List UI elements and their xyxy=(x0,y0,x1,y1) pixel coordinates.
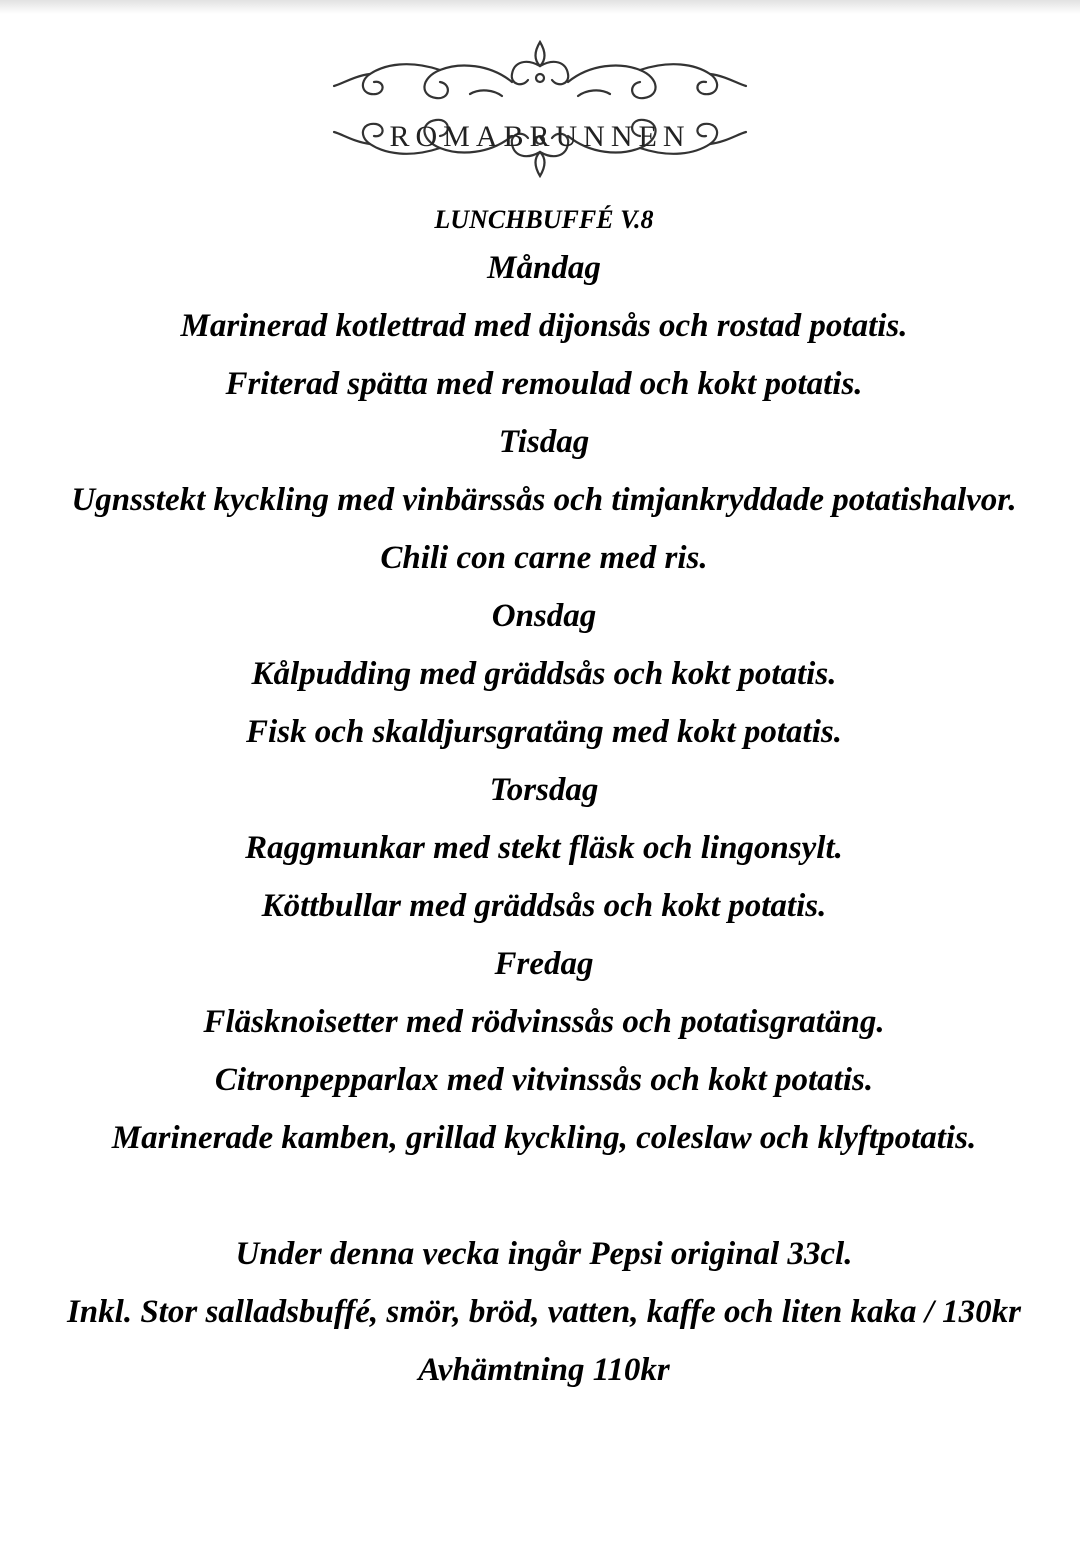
dish-item: Ugnsstekt kyckling med vinbärssås och timjankryddade potatishalvor. xyxy=(71,482,1017,518)
dish-item: Raggmunkar med stekt fläsk och lingonsylt. xyxy=(245,830,843,866)
dish-item: Kålpudding med gräddsås och kokt potatis. xyxy=(251,656,837,692)
day-heading-thursday: Torsdag xyxy=(489,772,599,808)
dish-item: Fläsknoisetter med rödvinssås och potatisgratäng. xyxy=(203,1004,885,1040)
dish-item: Chili con carne med ris. xyxy=(380,540,708,576)
day-heading-friday: Fredag xyxy=(494,946,594,982)
restaurant-logo xyxy=(290,34,790,184)
restaurant-name: ROMABRUNNEN xyxy=(389,120,691,153)
menu-title: LUNCHBUFFÉ V.8 xyxy=(434,205,654,234)
day-heading-wednesday: Onsdag xyxy=(491,598,597,634)
dish-item: Friterad spätta med remoulad och kokt potatis. xyxy=(225,366,863,402)
dish-item: Marinerad kotlettrad med dijonsås och rostad potatis. xyxy=(180,308,908,344)
day-heading-tuesday: Tisdag xyxy=(498,424,590,460)
day-heading-monday: Måndag xyxy=(487,250,601,286)
ornament-icon xyxy=(290,34,790,184)
dish-item: Citronpepparlax med vitvinssås och kokt potatis. xyxy=(214,1062,874,1098)
drink-offer: Under denna vecka ingår Pepsi original 33cl. xyxy=(235,1236,853,1272)
price-info: Inkl. Stor salladsbuffé, smör, bröd, vatten, kaffe och liten kaka / 130kr xyxy=(66,1294,1022,1330)
dish-item: Köttbullar med gräddsås och kokt potatis. xyxy=(261,888,827,924)
dish-item: Fisk och skaldjursgratäng med kokt potatis. xyxy=(246,714,842,750)
takeaway-price: Avhämtning 110kr xyxy=(418,1352,670,1388)
spacer xyxy=(60,1176,1028,1234)
lunch-menu xyxy=(60,196,1028,1408)
dish-item: Marinerade kamben, grillad kyckling, coleslaw och klyftpotatis. xyxy=(111,1120,977,1156)
top-shadow xyxy=(0,0,1080,14)
